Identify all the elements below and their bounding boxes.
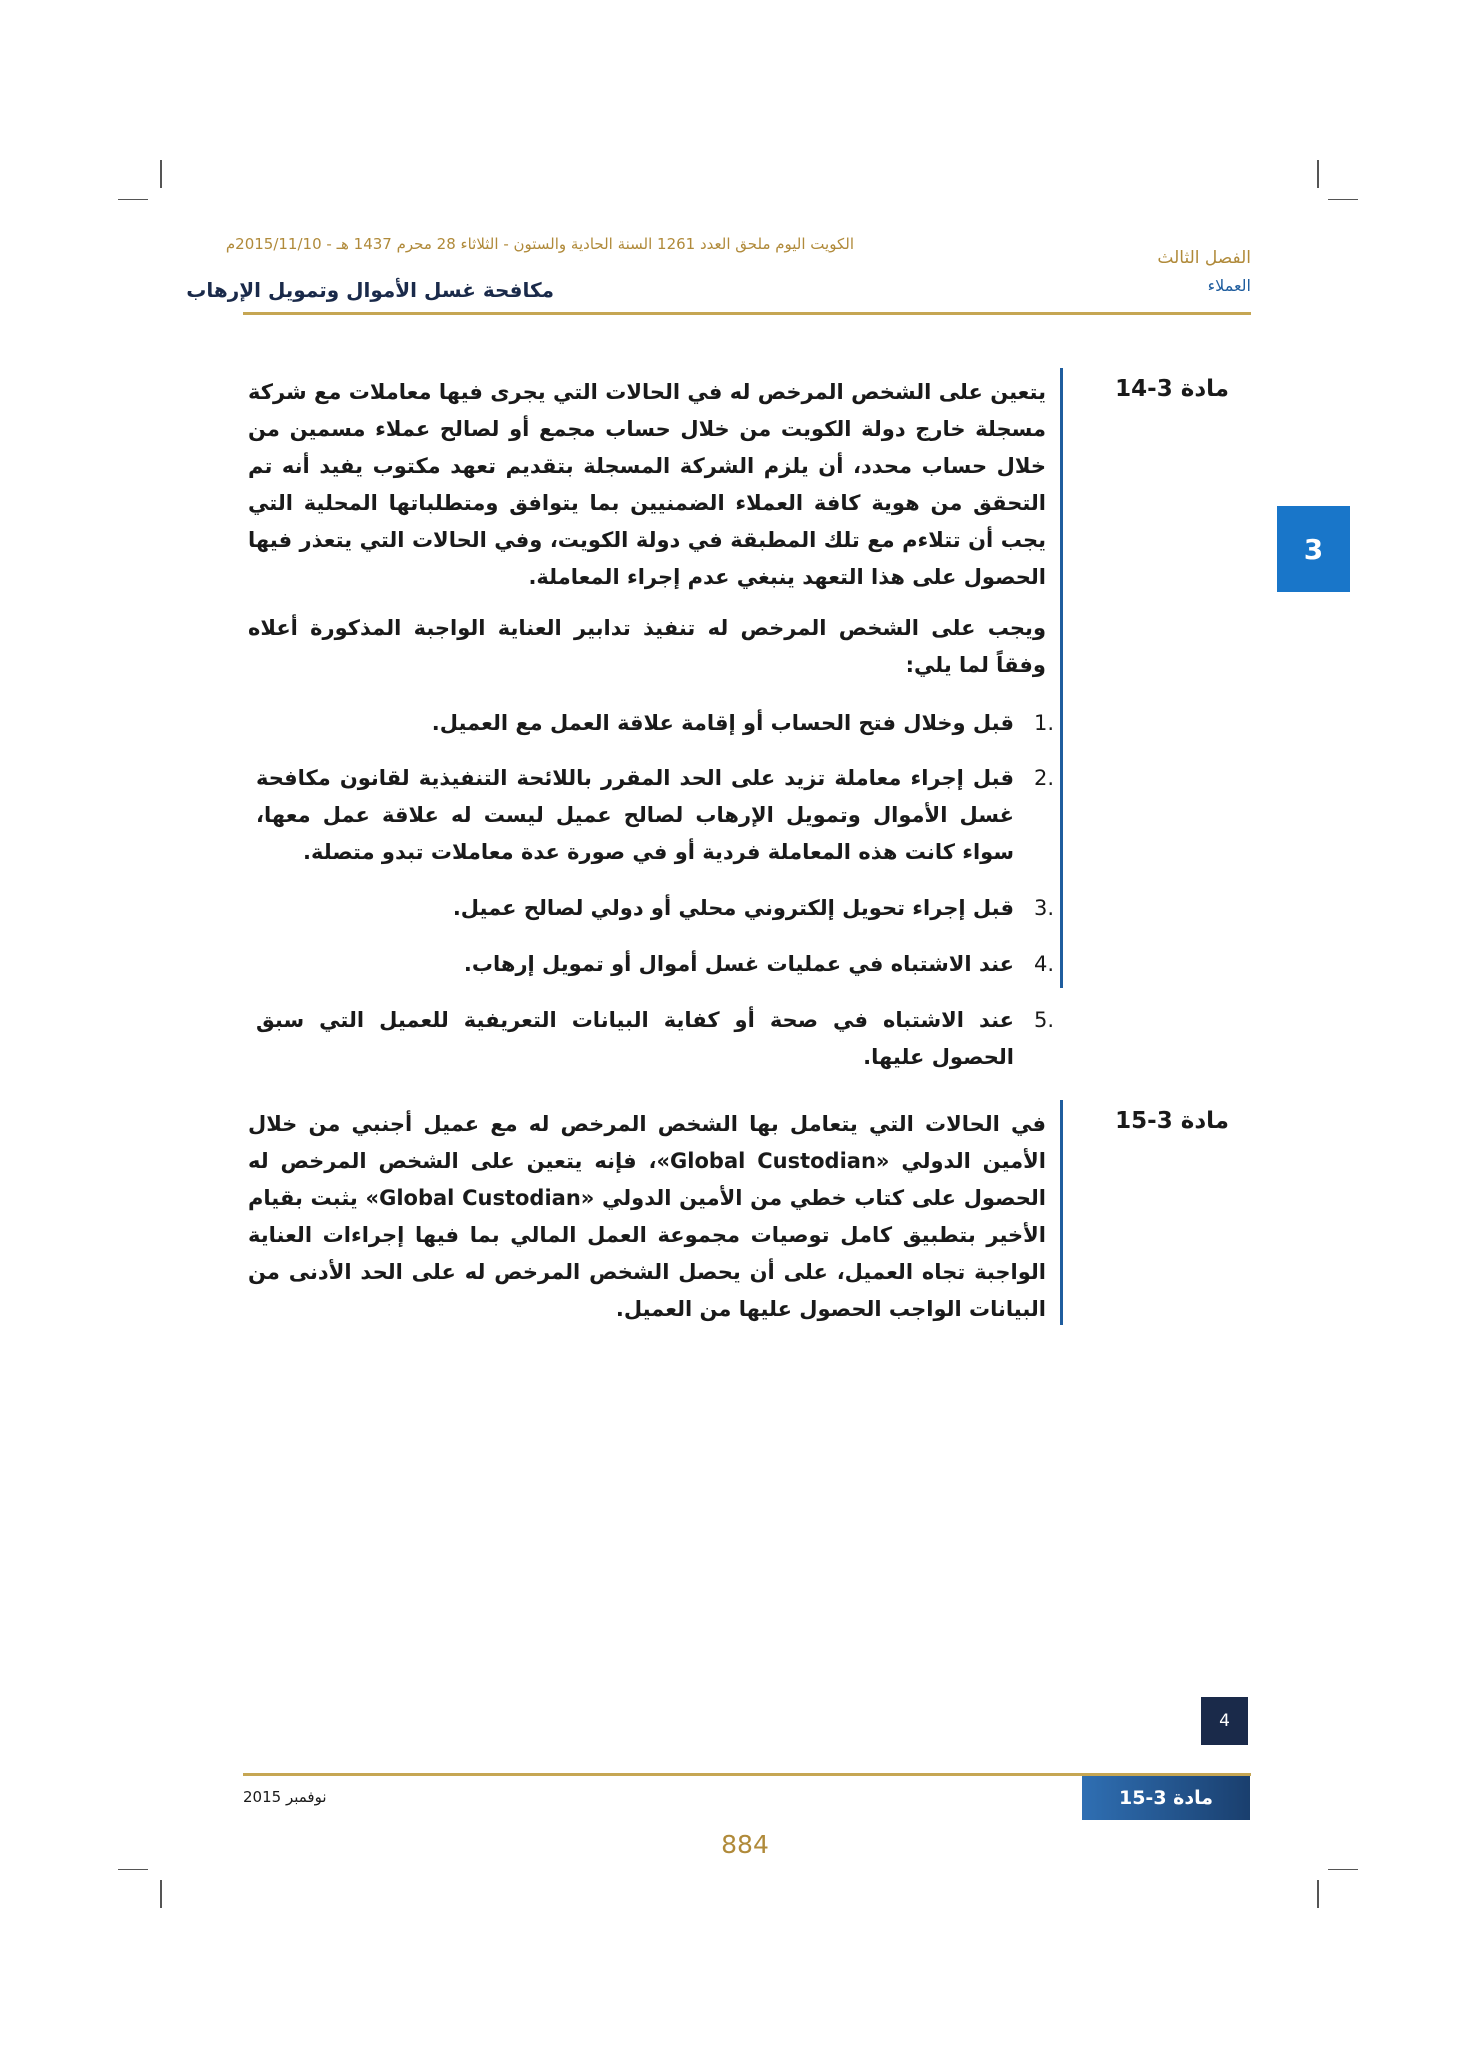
article-rule	[1060, 368, 1063, 988]
chapter-side-tab: 3	[1277, 506, 1350, 592]
chapter-title: الفصل الثالث	[1157, 248, 1251, 268]
section-title: العملاء	[1207, 276, 1251, 295]
crop-mark	[1317, 160, 1319, 188]
article-label: مادة 3-14	[1115, 376, 1229, 402]
article-paragraph: ويجب على الشخص المرخص له تنفيذ تدابير العناية الواجبة المذكورة أعلاه وفقاً لما يلي:	[248, 616, 1046, 677]
page-box: 4	[1201, 1697, 1248, 1745]
list-item	[256, 760, 1054, 871]
crop-mark	[1328, 199, 1358, 200]
footer-article-tab: مادة 3-15	[1082, 1776, 1250, 1820]
list-text: عند الاشتباه في عمليات غسل أموال أو تمويل إرهاب.	[463, 952, 1014, 976]
list-number: .4	[1033, 952, 1054, 976]
list-text: قبل وخلال فتح الحساب أو إقامة علاقة العمل مع العميل.	[431, 711, 1014, 735]
article-paragraph: يتعين على الشخص المرخص له في الحالات التي يجرى فيها معاملات مع شركة مسجلة خارج دولة الكويت من خلال حساب مجمع أو لصالح عملاء مسمين من خلال حساب محدد، أن يلزم الشركة المسجلة بتقديم تعهد مكتوب يفيد أنه تم التحقق من هوية كافة العملاء الضمنيين بما يتوافق ومتطلباتها المحلية التي يجب أن تتلاءم مع تلك المطبقة في دولة الكويت، وفي الحالات التي يتعذر فيها الحصول على هذا التعهد ينبغي عدم إجراء المعاملة.	[248, 380, 1046, 589]
list-text: قبل إجراء تحويل إلكتروني محلي أو دولي لصالح عميل.	[452, 896, 1014, 920]
gazette-header: الكويت اليوم ملحق العدد 1261 السنة الحادية والستون - الثلاثاء 28 محرم 1437 هـ - 2015/11/10م	[225, 235, 854, 253]
list-number: .3	[1033, 896, 1054, 920]
crop-mark	[1328, 1869, 1358, 1870]
list-text: قبل إجراء معاملة تزيد على الحد المقرر باللائحة التنفيذية لقانون مكافحة غسل الأموال وتمويل الإرهاب لصالح عميل ليست له علاقة عمل معها، سواء كانت هذه المعاملة فردية أو في صورة عدة معاملات تبدو متصلة.	[256, 766, 1014, 864]
list-number: .5	[1033, 1008, 1054, 1032]
crop-mark	[1317, 1880, 1319, 1908]
list-item	[256, 705, 1054, 742]
law-title: مكافحة غسل الأموال وتمويل الإرهاب	[186, 278, 554, 302]
list-number: .2	[1033, 766, 1054, 790]
article-paragraph: في الحالات التي يتعامل بها الشخص المرخص له مع عميل أجنبي من خلال الأمين الدولي «Global Custodian»، فإنه يتعين على الشخص المرخص له الحصول على كتاب خطي من الأمين الدولي «Global Custodian» يثبت بقيام الأخير بتطبيق كامل توصيات مجموعة العمل المالي بما فيها إجراءات العناية الواجبة تجاه العميل، على أن يحصل الشخص المرخص له على الحد الأدنى من البيانات الواجب الحصول عليها من العميل.	[248, 1112, 1046, 1321]
crop-mark	[160, 160, 162, 188]
crop-mark	[160, 1880, 162, 1908]
list-item	[256, 890, 1054, 927]
footer-date: نوفمبر 2015	[243, 1788, 327, 1806]
crop-mark	[118, 199, 148, 200]
article-rule	[1060, 1100, 1063, 1325]
crop-mark	[118, 1869, 148, 1870]
list-number: .1	[1033, 711, 1054, 735]
article-label: مادة 3-15	[1115, 1108, 1229, 1134]
list-item	[256, 1002, 1054, 1076]
list-text: عند الاشتباه في صحة أو كفاية البيانات التعريفية للعميل التي سبق الحصول عليها.	[256, 1008, 1014, 1069]
page-number: 884	[721, 1830, 769, 1859]
list-item	[256, 946, 1054, 983]
header-divider	[243, 312, 1251, 315]
